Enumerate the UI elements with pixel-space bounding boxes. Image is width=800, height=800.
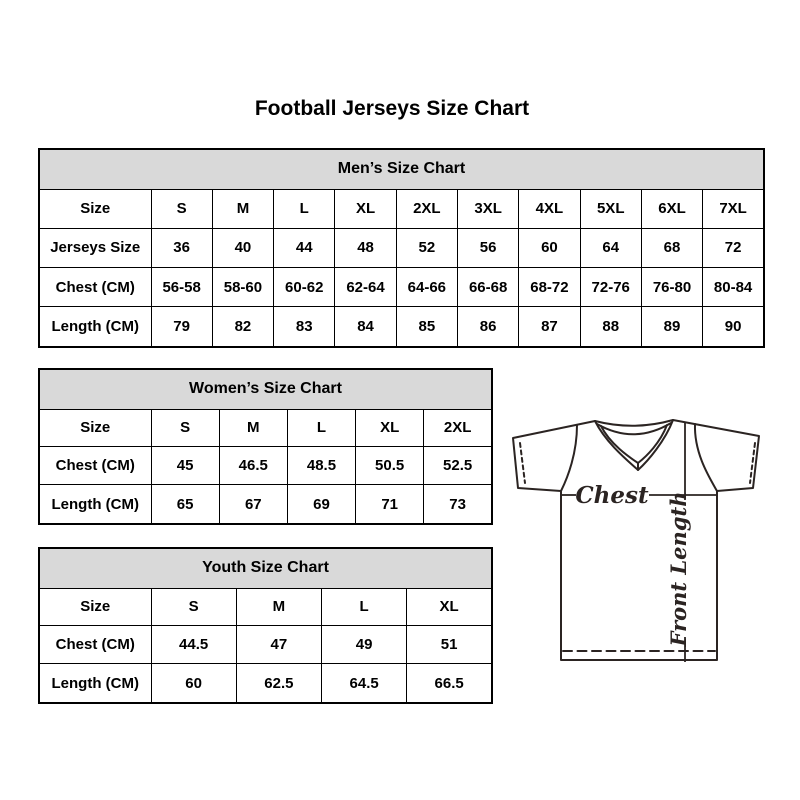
mens-size-table-container (38, 148, 765, 348)
mens-value-cell: 87 (519, 307, 580, 347)
youth-value-cell: 44.5 (151, 626, 236, 664)
mens-value-cell: 60 (519, 228, 580, 267)
mens-value-cell: 68 (641, 228, 702, 267)
mens-value-cell: 79 (151, 307, 212, 347)
womens-value-cell: 46.5 (219, 447, 287, 485)
mens-value-cell: 48 (335, 228, 396, 267)
womens-value-cell: 71 (356, 485, 424, 524)
mens-value-cell: 72-76 (580, 267, 641, 306)
mens-row-label: Jerseys Size (39, 228, 151, 267)
womens-row-label: Chest (CM) (39, 447, 151, 485)
mens-value-cell: 56-58 (151, 267, 212, 306)
youth-col-header: XL (407, 588, 492, 626)
womens-table-title: Women’s Size Chart (39, 369, 492, 409)
mens-data-row (39, 307, 764, 347)
youth-row-label: Chest (CM) (39, 626, 151, 664)
womens-value-cell: 45 (151, 447, 219, 485)
mens-row-label: Length (CM) (39, 307, 151, 347)
youth-value-cell: 60 (151, 664, 236, 703)
womens-data-row (39, 485, 492, 524)
mens-value-cell: 44 (274, 228, 335, 267)
womens-data-row (39, 447, 492, 485)
mens-col-header: 6XL (641, 189, 702, 228)
mens-value-cell: 85 (396, 307, 457, 347)
mens-row-label: Chest (CM) (39, 267, 151, 306)
mens-value-cell: 40 (212, 228, 273, 267)
mens-col-header: S (151, 189, 212, 228)
mens-value-cell: 68-72 (519, 267, 580, 306)
womens-col-header: L (287, 409, 355, 447)
mens-table-title: Men’s Size Chart (39, 149, 764, 189)
mens-value-cell: 64-66 (396, 267, 457, 306)
mens-value-cell: 36 (151, 228, 212, 267)
jersey-diagram (505, 403, 770, 668)
womens-col-header: M (219, 409, 287, 447)
youth-col-header: S (151, 588, 236, 626)
youth-table-title: Youth Size Chart (39, 548, 492, 588)
youth-value-cell: 51 (407, 626, 492, 664)
mens-col-header: 2XL (396, 189, 457, 228)
chest-measure-label: Chest (575, 482, 649, 509)
mens-value-cell: 62-64 (335, 267, 396, 306)
mens-col-header: XL (335, 189, 396, 228)
youth-value-cell: 62.5 (236, 664, 321, 703)
mens-col-header: 4XL (519, 189, 580, 228)
mens-value-cell: 58-60 (212, 267, 273, 306)
womens-col-header: S (151, 409, 219, 447)
womens-value-cell: 67 (219, 485, 287, 524)
mens-value-cell: 64 (580, 228, 641, 267)
mens-data-row (39, 228, 764, 267)
mens-col-header: 5XL (580, 189, 641, 228)
youth-value-cell: 64.5 (322, 664, 407, 703)
womens-value-cell: 65 (151, 485, 219, 524)
mens-value-cell: 82 (212, 307, 273, 347)
womens-col-header: XL (356, 409, 424, 447)
youth-data-row (39, 664, 492, 703)
womens-value-cell: 50.5 (356, 447, 424, 485)
youth-col-header: M (236, 588, 321, 626)
womens-column-header-row (39, 409, 492, 447)
mens-col-header: L (274, 189, 335, 228)
mens-value-cell: 84 (335, 307, 396, 347)
youth-size-table (38, 547, 493, 704)
youth-value-cell: 47 (236, 626, 321, 664)
mens-col-header: 7XL (703, 189, 764, 228)
mens-size-table (38, 148, 765, 348)
mens-value-cell: 66-68 (457, 267, 518, 306)
mens-data-row (39, 267, 764, 306)
left-cuff-stitch (520, 443, 525, 483)
youth-value-cell: 49 (322, 626, 407, 664)
youth-col-header: Size (39, 588, 151, 626)
youth-row-label: Length (CM) (39, 664, 151, 703)
youth-value-cell: 66.5 (407, 664, 492, 703)
womens-value-cell: 69 (287, 485, 355, 524)
mens-value-cell: 72 (703, 228, 764, 267)
mens-value-cell: 86 (457, 307, 518, 347)
youth-data-row (39, 626, 492, 664)
page-title: Football Jerseys Size Chart (254, 97, 530, 120)
mens-value-cell: 88 (580, 307, 641, 347)
measurement-lines (561, 422, 717, 662)
mens-value-cell: 52 (396, 228, 457, 267)
front-length-measure-label: Front Length (666, 491, 691, 647)
mens-column-header-row (39, 189, 764, 228)
womens-value-cell: 52.5 (424, 447, 492, 485)
mens-col-header: Size (39, 189, 151, 228)
mens-value-cell: 80-84 (703, 267, 764, 306)
mens-value-cell: 90 (703, 307, 764, 347)
mens-col-header: 3XL (457, 189, 518, 228)
youth-column-header-row (39, 588, 492, 626)
jersey-outline (513, 420, 759, 660)
womens-size-table-container (38, 368, 493, 525)
womens-col-header: 2XL (424, 409, 492, 447)
mens-value-cell: 76-80 (641, 267, 702, 306)
womens-row-label: Length (CM) (39, 485, 151, 524)
mens-col-header: M (212, 189, 273, 228)
mens-value-cell: 56 (457, 228, 518, 267)
mens-value-cell: 89 (641, 307, 702, 347)
womens-value-cell: 48.5 (287, 447, 355, 485)
mens-value-cell: 60-62 (274, 267, 335, 306)
womens-col-header: Size (39, 409, 151, 447)
youth-size-table-container (38, 547, 493, 704)
womens-size-table (38, 368, 493, 525)
youth-col-header: L (322, 588, 407, 626)
mens-value-cell: 83 (274, 307, 335, 347)
womens-value-cell: 73 (424, 485, 492, 524)
